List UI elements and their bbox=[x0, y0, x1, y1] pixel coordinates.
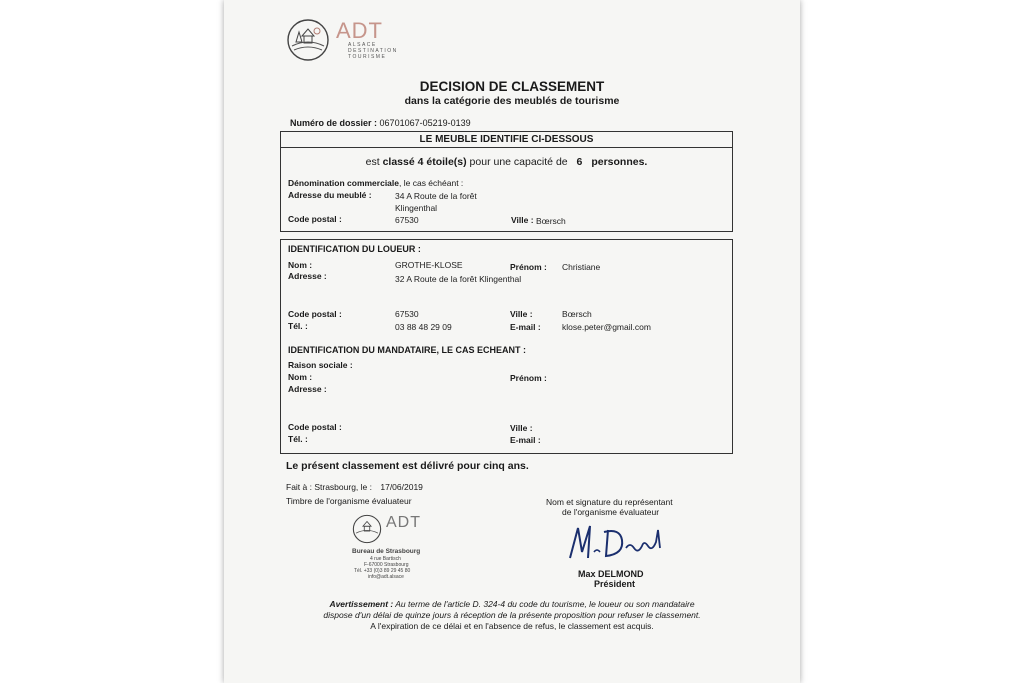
adt-stamp-emblem-icon bbox=[352, 514, 382, 544]
stamp-logo-name: ADT bbox=[386, 514, 421, 531]
classe-mid: pour une capacité de bbox=[469, 156, 568, 168]
ville-meuble-value: Bœrsch bbox=[536, 216, 566, 226]
classement-line bbox=[281, 156, 732, 168]
classe-etoiles: classé 4 étoile(s) bbox=[382, 156, 467, 168]
stamp-line4: info@adt.alsace bbox=[368, 574, 404, 580]
loueur-ville-value: Bœrsch bbox=[562, 309, 592, 319]
mandataire-nom-label: Nom : bbox=[288, 372, 313, 382]
mandataire-adresse-label: Adresse : bbox=[288, 384, 327, 394]
stamp-line3: Tél. +33 (0)3 89 29 45 80 bbox=[354, 568, 411, 574]
signature-title2: de l'organisme évaluateur bbox=[562, 507, 660, 517]
loueur-ville-label: Ville : bbox=[510, 309, 533, 319]
stamp-bureau: Bureau de Strasbourg bbox=[352, 548, 421, 555]
adresse-meuble-label: Adresse du meublé : bbox=[288, 190, 372, 200]
loueur-tel-label: Tél. : bbox=[288, 321, 308, 331]
cp-meuble-label: Code postal : bbox=[288, 214, 342, 224]
avertissement-label: Avertissement : bbox=[329, 599, 394, 609]
loueur-adresse-label: Adresse : bbox=[288, 271, 327, 281]
classe-post: personnes. bbox=[591, 156, 648, 168]
organisme-stamp bbox=[350, 512, 450, 584]
denomination-line bbox=[288, 178, 463, 188]
signatory-role: Président bbox=[594, 579, 636, 589]
fait-date: 17/06/2019 bbox=[380, 482, 423, 492]
signatory-name: Max DELMOND bbox=[578, 569, 644, 579]
dossier-line bbox=[290, 118, 471, 128]
loueur-tel-value: 03 88 48 29 09 bbox=[395, 322, 452, 332]
denomination-suffix: , le cas échéant : bbox=[399, 178, 464, 188]
cp-meuble-value: 67530 bbox=[395, 215, 419, 225]
mandataire-email-label: E-mail : bbox=[510, 435, 541, 445]
avertissement-line1 bbox=[224, 599, 800, 610]
mandataire-tel-label: Tél. : bbox=[288, 434, 308, 444]
avertissement-block bbox=[224, 599, 800, 632]
logo-sub2: DESTINATION bbox=[348, 48, 398, 54]
mandataire-cp-label: Code postal : bbox=[288, 422, 342, 432]
avertissement-line3: A l'expiration de ce délai et en l'absence de refus, le classement est acquis. bbox=[370, 621, 654, 631]
adt-emblem-icon bbox=[286, 18, 330, 62]
meuble-divider bbox=[281, 147, 732, 148]
loueur-cp-value: 67530 bbox=[395, 309, 419, 319]
page-subtitle: dans la catégorie des meublés de tourisme bbox=[404, 95, 620, 107]
mandataire-ville-label: Ville : bbox=[510, 423, 533, 433]
handwritten-signature bbox=[564, 518, 674, 568]
loueur-cp-label: Code postal : bbox=[288, 309, 342, 319]
dossier-label: Numéro de dossier : bbox=[290, 118, 378, 128]
classe-pre: est bbox=[365, 156, 380, 168]
ville-meuble-label: Ville : bbox=[511, 215, 534, 225]
dossier-value: 06701067-05219-0139 bbox=[379, 118, 471, 128]
timbre-label: Timbre de l'organisme évaluateur bbox=[286, 496, 412, 506]
adresse-meuble-line2: Klingenthal bbox=[395, 203, 438, 213]
avertissement-line2: dispose d'un délai de quinze jours à réception de la présente proposition pour refuser le classement. bbox=[323, 610, 701, 620]
capacite-value: 6 bbox=[576, 156, 583, 168]
fait-line bbox=[286, 482, 423, 492]
loueur-nom-label: Nom : bbox=[288, 260, 313, 270]
adresse-meuble-line1: 34 A Route de la forêt bbox=[395, 191, 477, 201]
loueur-prenom-value: Christiane bbox=[562, 262, 601, 272]
document-page bbox=[224, 0, 800, 683]
loueur-header: IDENTIFICATION DU LOUEUR : bbox=[288, 244, 421, 254]
loueur-email-value: klose.peter@gmail.com bbox=[562, 322, 651, 332]
mandataire-raison-label: Raison sociale : bbox=[288, 360, 353, 370]
loueur-prenom-label: Prénom : bbox=[510, 262, 547, 272]
stamp-line2: F-67000 Strasbourg bbox=[364, 562, 409, 568]
loueur-email-label: E-mail : bbox=[510, 322, 541, 332]
denomination-label: Dénomination commerciale bbox=[288, 178, 400, 188]
avertissement-text1: Au terme de l'article D. 324-4 du code du tourisme, le loueur ou son mandataire bbox=[393, 599, 695, 609]
stamp-line1: 4 rue Bartisch bbox=[370, 556, 401, 562]
loueur-nom-value: GROTHE-KLOSE bbox=[395, 260, 463, 270]
mandataire-prenom-label: Prénom : bbox=[510, 373, 547, 383]
delivre-statement: Le présent classement est délivré pour cinq ans. bbox=[286, 460, 529, 472]
logo-sub1: ALSACE bbox=[348, 42, 377, 48]
meuble-header: LE MEUBLE IDENTIFIE CI-DESSOUS bbox=[419, 134, 594, 145]
mandataire-header: IDENTIFICATION DU MANDATAIRE, LE CAS ECHEANT : bbox=[288, 345, 526, 355]
adt-logo bbox=[286, 18, 406, 64]
signature-title1: Nom et signature du représentant bbox=[546, 497, 673, 507]
page-title: DECISION DE CLASSEMENT bbox=[419, 79, 605, 94]
fait-label: Fait à : Strasbourg, le : bbox=[286, 482, 372, 492]
logo-sub3: TOURISME bbox=[348, 54, 387, 60]
logo-name: ADT bbox=[336, 18, 383, 43]
loueur-adresse-value: 32 A Route de la forêt Klingenthal bbox=[395, 274, 522, 284]
